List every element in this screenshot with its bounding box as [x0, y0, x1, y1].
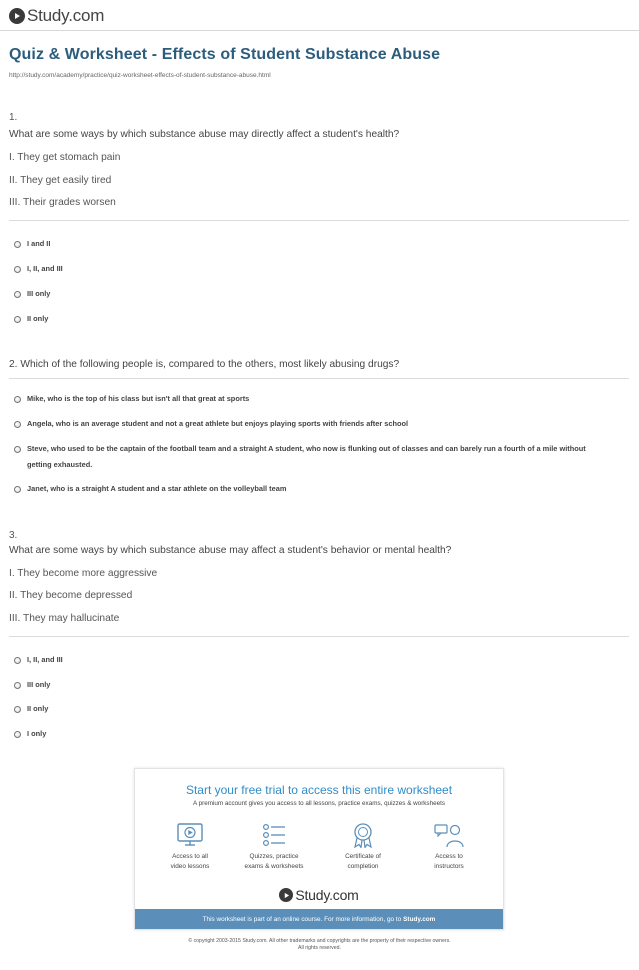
radio-button[interactable] [14, 291, 21, 298]
feature-instructors [411, 822, 487, 872]
feature-label: Access to [435, 853, 463, 860]
question-1-text: What are some ways by which substance abuse may directly affect a student's health? [9, 129, 400, 140]
question-3-statement: I. They become more aggressive [9, 568, 158, 579]
answer-label: Mike, who is the top of his class but isn't all that great at sports [27, 394, 250, 403]
answer-option[interactable] [14, 705, 48, 717]
feature-label: Access to all [172, 853, 208, 860]
radio-button[interactable] [14, 486, 21, 493]
question-1-statement: III. Their grades worsen [9, 197, 116, 208]
question-1-statement: I. They get stomach pain [9, 152, 121, 163]
radio-button[interactable] [14, 266, 21, 273]
radio-button[interactable] [14, 396, 21, 403]
answer-option[interactable] [14, 445, 612, 473]
answer-option[interactable] [14, 681, 50, 693]
answer-label: I only [27, 729, 47, 738]
promo-logo-text: Study.com [295, 887, 359, 903]
feature-video-lessons [152, 822, 228, 872]
answer-option[interactable] [14, 290, 50, 302]
radio-button[interactable] [14, 316, 21, 323]
question-3-statement: II. They become depressed [9, 590, 133, 601]
question-2-text [9, 359, 399, 370]
certificate-ribbon-icon [348, 822, 378, 848]
answer-label: II only [27, 704, 49, 713]
copyright-line: All rights reserved. [298, 945, 341, 951]
question-2-number: 2. [9, 359, 18, 370]
question-3-text: What are some ways by which substance abuse may affect a student's behavior or mental health? [9, 545, 452, 556]
answer-option[interactable] [14, 315, 48, 327]
answer-label: Angela, who is an average student and not a great athlete but enjoys playing sports with friends after school [27, 419, 409, 428]
answer-label: Steve, who used to be the captain of the football team and a straight A student, who now is flunking out of classes and can barely run a fourth of a mile without getting exhausted. [27, 444, 586, 469]
promo-footer [135, 909, 503, 929]
radio-button[interactable] [14, 421, 21, 428]
copyright-line: © copyright 2003-2015 Study.com. All other trademarks and copyrights are the property of their respective owners. [188, 938, 451, 944]
answer-option[interactable] [14, 395, 612, 407]
answer-label: II only [27, 314, 49, 323]
instructor-chat-icon [433, 822, 465, 848]
feature-label: video lessons [170, 863, 210, 870]
feature-label: Certificate of [345, 853, 381, 860]
question-3-statement: III. They may hallucinate [9, 613, 120, 624]
question-1-number: 1. [9, 112, 18, 123]
feature-quizzes [236, 822, 312, 872]
answer-option[interactable] [14, 656, 63, 668]
answer-label: Janet, who is a straight A student and a star athlete on the volleyball team [27, 484, 287, 493]
free-trial-promo[interactable] [134, 768, 504, 930]
promo-footer-text: This worksheet is part of an online course. For more information, go to [202, 915, 402, 923]
divider [9, 378, 629, 379]
radio-button[interactable] [14, 731, 21, 738]
feature-label: completion [347, 863, 379, 870]
answer-label: III only [27, 289, 51, 298]
divider [9, 220, 629, 221]
answer-label: I, II, and III [27, 264, 63, 273]
logo-text: Study.com [27, 6, 105, 25]
checklist-icon [259, 822, 289, 848]
divider [9, 636, 629, 637]
header-divider [0, 30, 639, 31]
page-title: Quiz & Worksheet - Effects of Student Substance Abuse [9, 46, 441, 63]
answer-option[interactable] [14, 265, 63, 277]
play-circle-icon [279, 888, 293, 902]
feature-label: instructors [434, 863, 464, 870]
radio-button[interactable] [14, 241, 21, 248]
question-3-number: 3. [9, 530, 18, 541]
source-url[interactable]: http://study.com/academy/practice/quiz-worksheet-effects-of-student-substance-abuse.html [9, 72, 271, 79]
question-1-statement: II. They get easily tired [9, 175, 112, 186]
feature-label: Quizzes, practice [249, 853, 299, 860]
answer-option[interactable] [14, 240, 50, 252]
answer-option[interactable] [14, 730, 46, 742]
promo-logo[interactable] [135, 887, 503, 903]
study-logo[interactable] [9, 6, 104, 26]
radio-button[interactable] [14, 446, 21, 453]
copyright [0, 938, 639, 952]
answer-label: I, II, and III [27, 655, 63, 664]
answer-label: I and II [27, 239, 51, 248]
feature-label: exams & worksheets [244, 863, 304, 870]
promo-footer-link[interactable]: Study.com [403, 915, 436, 923]
radio-button[interactable] [14, 682, 21, 689]
promo-subheadline: A premium account gives you access to all lessons, practice exams, quizzes & worksheets [193, 800, 445, 807]
answer-option[interactable] [14, 420, 612, 432]
video-screen-icon [175, 822, 205, 848]
answer-label: III only [27, 680, 51, 689]
play-circle-icon [9, 8, 25, 24]
question-2-prompt: Which of the following people is, compared to the others, most likely abusing drugs? [20, 359, 400, 370]
feature-certificate [325, 822, 401, 872]
radio-button[interactable] [14, 657, 21, 664]
promo-headline: Start your free trial to access this entire worksheet [185, 783, 453, 797]
radio-button[interactable] [14, 706, 21, 713]
answer-option[interactable] [14, 485, 612, 497]
